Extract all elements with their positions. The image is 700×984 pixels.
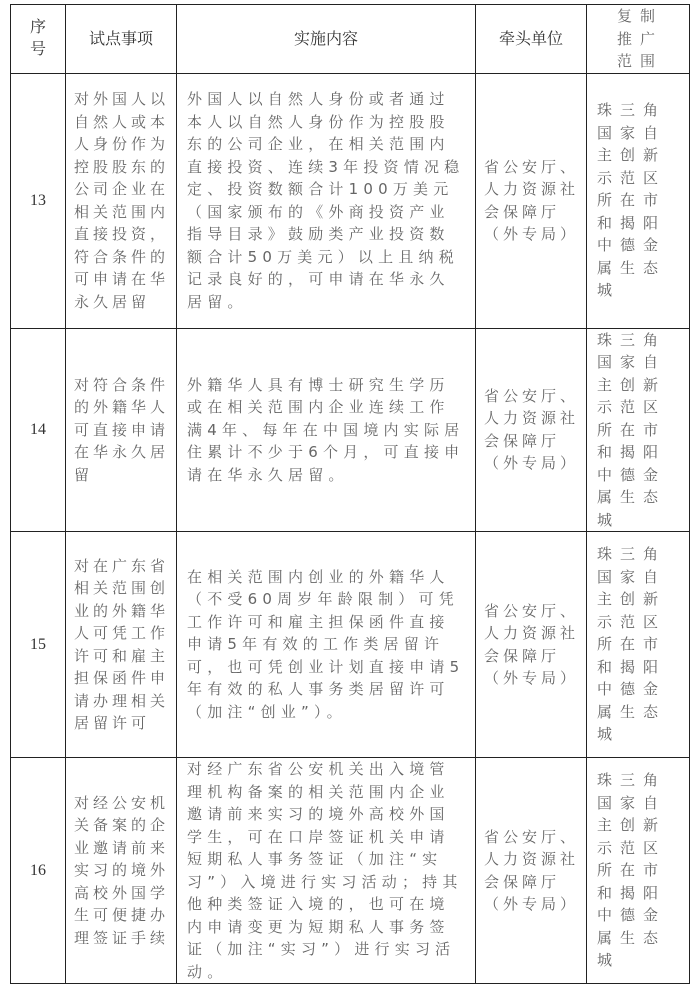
header-content: 实施内容	[177, 5, 476, 74]
pilot-items-table	[10, 4, 690, 984]
row-item: 对经公安机关备案的企业邀请前来实习的境外高校外国学生可便捷办理签证手续	[66, 758, 177, 984]
row-content: 在相关范围内创业的外籍华人（不受60周岁年龄限制）可凭工作许可和雇主担保函件直接申请5年有效的工作类居留许可，也可凭创业计划直接申请5年有效的私人事务类居留许可（加注“创业”）。	[177, 532, 476, 758]
row-scope: 珠三角国家自主创新示范区所在市和揭阳中德金属生态城	[587, 532, 690, 758]
row-lead: 省公安厅、人力资源社会保障厅（外专局）	[476, 532, 587, 758]
row-item: 对外国人以自然人或本人身份作为控股股东的公司企业在相关范围内直接投资，符合条件的可申请在华永久居留	[66, 73, 177, 328]
table-row	[11, 328, 690, 532]
row-item: 对在广东省相关范围创业的外籍华人可凭工作许可和雇主担保函件申请办理相关居留许可	[66, 532, 177, 758]
header-scope: 复制推广范围	[587, 5, 690, 74]
row-seq: 16	[11, 758, 66, 984]
row-lead: 省公安厅、人力资源社会保障厅（外专局）	[476, 758, 587, 984]
table-row	[11, 73, 690, 328]
table-header-row	[11, 5, 690, 74]
header-seq: 序号	[11, 5, 66, 74]
row-scope: 珠三角国家自主创新示范区所在市和揭阳中德金属生态城	[587, 758, 690, 984]
table-row	[11, 532, 690, 758]
row-lead: 省公安厅、人力资源社会保障厅（外专局）	[476, 328, 587, 532]
table-row	[11, 758, 690, 984]
row-seq: 14	[11, 328, 66, 532]
row-scope: 珠三角国家自主创新示范区所在市和揭阳中德金属生态城	[587, 73, 690, 328]
row-lead: 省公安厅、人力资源社会保障厅（外专局）	[476, 73, 587, 328]
row-content: 对经广东省公安机关出入境管理机构备案的相关范围内企业邀请前来实习的境外高校外国学生，可在口岸签证机关申请短期私人事务签证（加注“实习”）入境进行实习活动；持其他种类签证入境的，也可在境内申请变更为短期私人事务签证（加注“实习”）进行实习活动。	[177, 758, 476, 984]
row-content: 外籍华人具有博士研究生学历或在相关范围内企业连续工作满4年、每年在中国境内实际居住累计不少于6个月，可直接申请在华永久居留。	[177, 328, 476, 532]
header-lead: 牵头单位	[476, 5, 587, 74]
row-item: 对符合条件的外籍华人可直接申请在华永久居留	[66, 328, 177, 532]
row-scope: 珠三角国家自主创新示范区所在市和揭阳中德金属生态城	[587, 328, 690, 532]
row-seq: 15	[11, 532, 66, 758]
row-content: 外国人以自然人身份或者通过本人以自然人身份作为控股股东的公司企业，在相关范围内直接投资、连续3年投资情况稳定、投资数额合计100万美元（国家颁布的《外商投资产业指导目录》鼓励类产业投资数额合计50万美元）以上且纳税记录良好的，可申请在华永久居留。	[177, 73, 476, 328]
row-seq: 13	[11, 73, 66, 328]
header-item: 试点事项	[66, 5, 177, 74]
